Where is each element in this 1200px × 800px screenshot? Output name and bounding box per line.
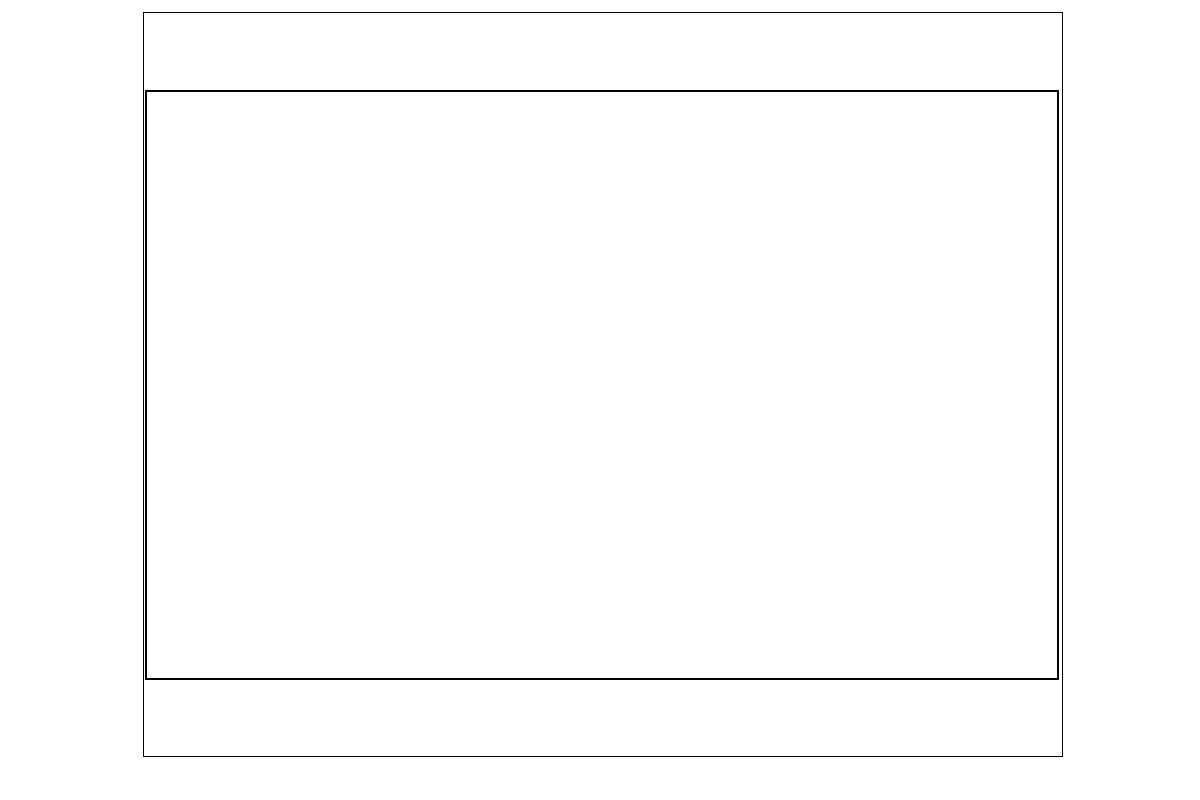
timetable-grid <box>145 90 1059 680</box>
platform <box>578 63 586 79</box>
